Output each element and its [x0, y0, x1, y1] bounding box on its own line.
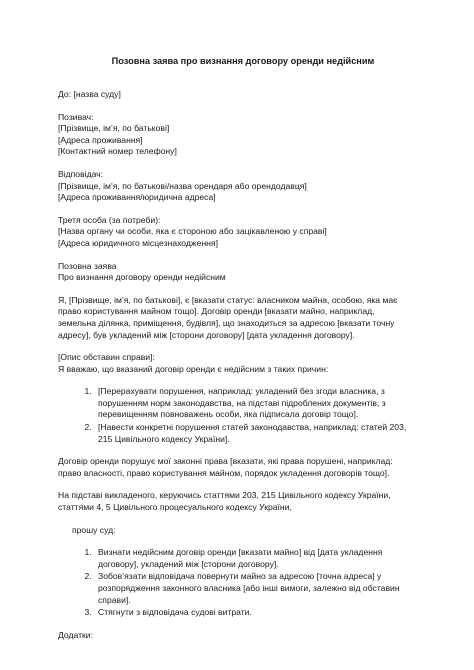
list-item-line: справи].	[98, 594, 131, 605]
document-page	[58, 55, 428, 641]
plaintiff-label: Позивач:	[58, 111, 94, 122]
list-item-line: перевищенням повноважень особи, яка підписала договір тощо].	[98, 409, 359, 420]
third-party-block	[58, 215, 428, 250]
reasons-list	[58, 386, 428, 445]
circumstances-block	[58, 352, 428, 375]
list-item-line: 1. Визнати недійсним договір оренди [вказати майно] від [дата укладення	[98, 547, 383, 558]
plaintiff-name: [Прізвище, ім’я, по батькові]	[58, 123, 170, 134]
list-item-line: 2. [Навести конкретні порушення статей законодавства, наприклад: статей 203,	[98, 422, 407, 433]
circumstances-label: [Опис обставин справи]:	[58, 352, 155, 363]
violation-paragraph	[58, 456, 428, 479]
claim-subheading: Про визнання договору оренди недійсним	[58, 272, 226, 283]
circumstances-text: Я вважаю, що вказаний договір оренди є недійсним з таких причин:	[58, 363, 329, 374]
list-item	[94, 547, 428, 570]
third-party-name: [Назва органу чи особи, яка є стороною або зацікавленою у справі]	[58, 226, 327, 237]
legal-basis-paragraph	[58, 490, 428, 513]
list-item-line: договору], укладений між [сторони договору].	[98, 558, 279, 569]
defendant-name: [Прізвище, ім’я, по батькові/назва орендаря або орендодавця]	[58, 180, 307, 191]
defendant-address: [Адреса проживання/юридична адреса]	[58, 192, 216, 203]
request-intro: прошу суд:	[72, 524, 116, 535]
intro-line: Я, [Прізвище, ім’я, по батькові], є [вказати статус: власником майна, особою, яка має	[58, 294, 398, 305]
defendant-block	[58, 169, 428, 204]
third-party-label: Третя особа (за потреби):	[58, 214, 161, 225]
intro-line: право користування майном тощо]. Договір оренди [вказати майно, наприклад,	[58, 306, 375, 317]
list-item-line: 2. Зобов’язати відповідача повернути майно за адресою [точна адреса] у	[98, 571, 382, 582]
legal-basis-line: На підставі викладеного, керуючись статтями 203, 215 Цивільного кодексу України,	[58, 490, 391, 501]
list-item-line: порушенням норм законодавства, на підставі підроблених документів, з	[98, 397, 386, 408]
claim-heading: Позовна заява	[58, 260, 117, 271]
list-item-line: 215 Цивільного кодексу України].	[98, 433, 230, 444]
violation-line: Договір оренди порушує мої законні права [вказати, які права порушені, наприклад:	[58, 456, 393, 467]
plaintiff-address: [Адреса проживання]	[58, 134, 143, 145]
violation-line: право власності, право користування майном, порядок укладення договорів тощо].	[58, 467, 390, 478]
third-party-address: [Адреса юридичного місцезнаходження]	[58, 237, 218, 248]
requests-list	[58, 547, 428, 619]
attachments-heading: Додатки:	[58, 629, 93, 640]
intro-paragraph	[58, 295, 428, 341]
plaintiff-phone: [Контактний номер телефону]	[58, 146, 177, 157]
list-item	[94, 571, 428, 606]
list-item-line: 1. [Перерахувати порушення, наприклад: укладений без згоди власника, з	[98, 386, 385, 397]
plaintiff-block	[58, 112, 428, 158]
intro-line: земельна ділянка, приміщення, будівля], що знаходиться за адресою [вказати точну	[58, 317, 395, 328]
list-item-line: розпорядження законного власника [або інші вимоги, залежно від обставин	[98, 583, 400, 593]
legal-basis-line: статтями 4, 5 Цивільного процесуального кодексу України,	[58, 502, 292, 513]
intro-line: адресу], був укладений між [сторони договору] [дата укладення договору].	[58, 329, 355, 340]
list-item-line: 3. Стягнути з відповідача судові витрати.	[98, 607, 252, 618]
court-line: До: [назва суду]	[58, 89, 121, 99]
court-block	[58, 89, 428, 101]
list-item	[94, 386, 428, 421]
claim-heading-block	[58, 261, 428, 284]
list-item	[94, 607, 428, 619]
list-item	[94, 422, 428, 445]
document-title: Позовна заява про визнання договору оренди недійсним	[111, 56, 375, 66]
defendant-label: Відповідач:	[58, 168, 104, 179]
